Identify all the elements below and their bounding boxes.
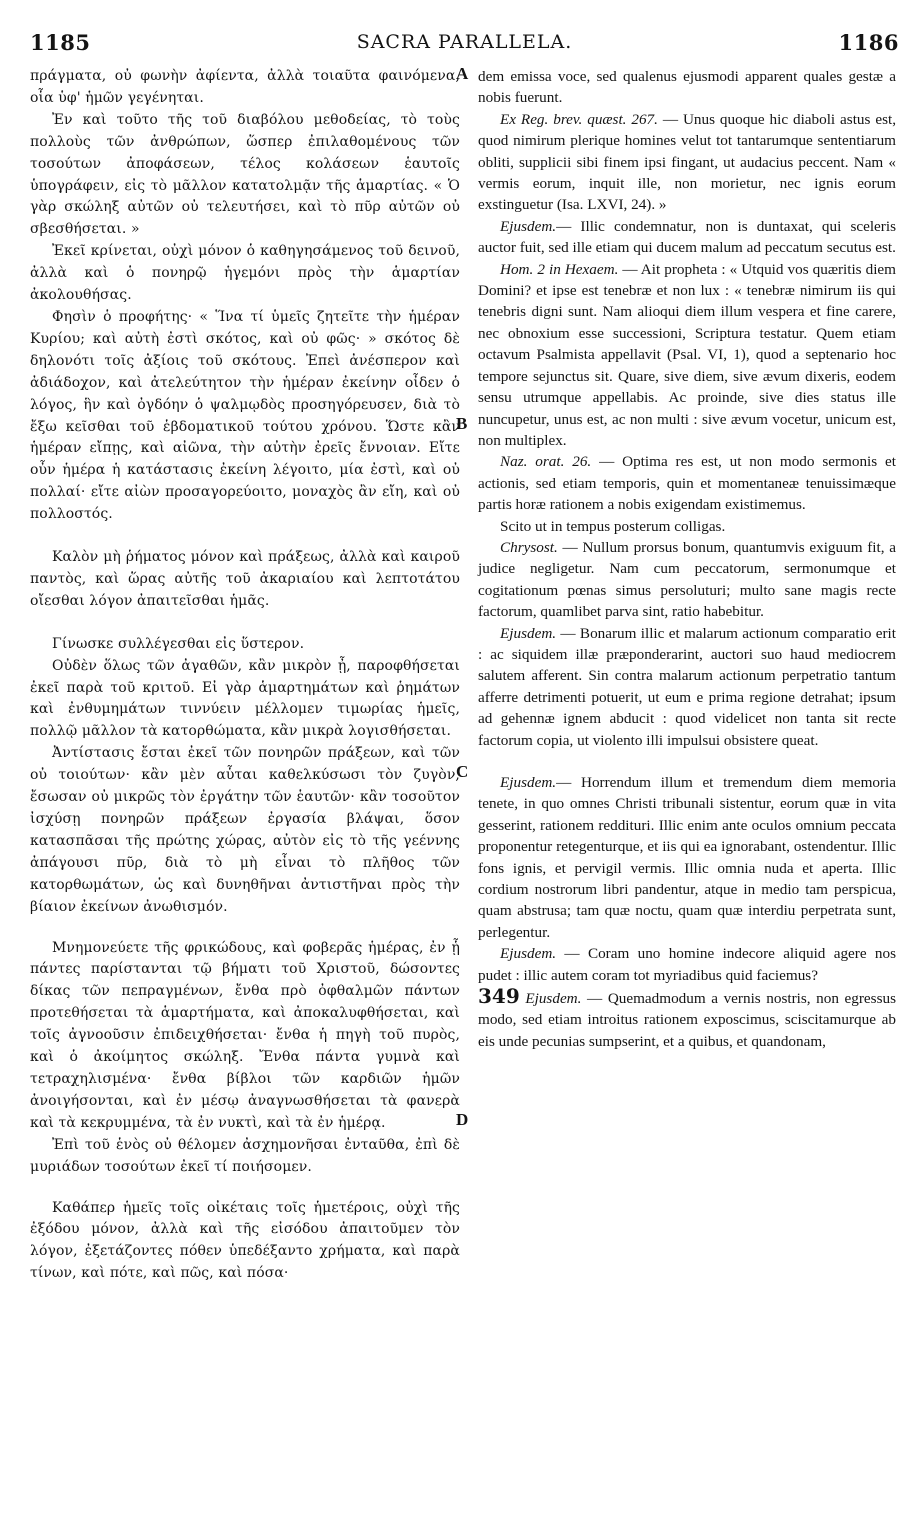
source-citation: Ejusdem. — [525, 990, 582, 1008]
latin-text: — Nullum prorsus bonum, quantumvis exiguum fit, a judice negligetur. Nam cum peccatorum, sermonumque et cogitationum pœnas simus persoluturi; multo sane magis recte factorum, quamlibet parva sint, ratio habebitur. — [478, 538, 896, 621]
greek-paragraph: πράγματα, οὐ φωνὴν ἀφίεντα, ἀλλὰ τοιαῦτα φαινόμενα, οἷα ὑφ' ἡμῶν γεγένηται. — [30, 68, 460, 106]
latin-paragraph — [478, 451, 896, 515]
latin-paragraph — [478, 109, 896, 216]
greek-paragraph: Οὐδὲν ὅλως τῶν ἀγαθῶν, κἂν μικρὸν ᾖ, παροφθήσεται ἐκεῖ παρὰ τοῦ κριτοῦ. Εἰ γὰρ ἁμαρτημάτων καὶ ῥημάτων καὶ ἐνθυμημάτων τιννύειν μέλλομεν τιμωρίας ἡμεῖς, πολλῷ μᾶλλον τὰ κατορθώματα, κἂν μικρὰ λογισθήσεται. — [30, 657, 460, 740]
latin-paragraph — [478, 623, 896, 751]
latin-text: — Unus quoque hic diaboli astus est, quod nimirum plerique homines velut tot tantarumque sententiarum obliti, supplicii sibi finem ipsi fingant, ut audacius peccent. Nam « vermis eorum, inquit ille, non morietur, nec ignis eorum exstinguetur (Isa. LXVI, 24). » — [478, 110, 896, 214]
source-citation: Ex Reg. brev. quæst. 267. — [500, 110, 658, 128]
greek-paragraph: Καλὸν μὴ ῥήματος μόνον καὶ πράξεως, ἀλλὰ καὶ καιροῦ παντὸς, καὶ ὥρας αὐτῆς τοῦ ἀκαριαίου καὶ λεπτοτάτου οἴεσθαι λόγον ἀπαιτεῖσθαι ἡμᾶς. — [30, 549, 460, 609]
source-citation: Hom. 2 in Hexaem. — [500, 260, 619, 278]
running-title: SACRA PARALLELA. — [356, 31, 573, 53]
latin-text: — Coram uno homine indecore aliquid agere nos pudet : illic autem coram tot myriadibus quid faciemus? — [478, 945, 896, 984]
latin-paragraph — [478, 516, 896, 537]
latin-text: — Optima res est, ut non modo sermonis et actionis, sed etiam temporis, quin et momentaneæ tenuissimæque partis horæ rationem a nobis exigendam existimemus. — [478, 453, 897, 514]
latin-text: — Bonarum illic et malarum actionum comparatio erit : ac siquidem illæ præponderarint, auctori suo haud mediocrem salutem afferent. Sin contra malarum actionum perpetratio tantum afferre detrimenti potuerit, ut eum e prima regione detrahat; ipsum ad gehennæ ignem abducit : quod videlicet non tanta sit recte factorum copia, ut violento illi impulsui obsistere queat. — [478, 624, 896, 749]
greek-paragraph: Γίνωσκε συλλέγεσθαι εἰς ὕστερον. — [52, 635, 305, 652]
latin-paragraph — [478, 772, 896, 943]
greek-column — [30, 66, 460, 1285]
latin-paragraph — [478, 537, 896, 623]
greek-paragraph: Ἐπὶ τοῦ ἑνὸς οὐ θέλομεν ἀσχημονῆσαι ἐνταῦθα, ἐπὶ δὲ μυριάδων τοσούτων ἐκεῖ τί ποιήσομεν. — [30, 1136, 460, 1175]
greek-paragraph: Καθάπερ ἡμεῖς τοῖς οἰκέταις τοῖς ἡμετέροις, οὐχὶ τῆς ἐξόδου μόνον, ἀλλὰ καὶ τῆς εἰσόδου ἀπαιτοῦμεν τὸν λόγον, ἐξετάζοντες πόθεν ὑπεδέξαντο χρήματα, καὶ παρὰ τίνων, καὶ πότε, καὶ πῶς, καὶ πόσα· — [30, 1199, 460, 1282]
latin-paragraph — [478, 259, 896, 452]
source-citation: Chrysost. — [500, 538, 558, 556]
latin-text: — Illic condemnatur, non is duntaxat, qui sceleris auctor fuit, sed ille etiam qui ducem malum ad peccatum secutus est. — [478, 217, 896, 257]
source-citation: Ejusdem. — [500, 217, 557, 235]
latin-paragraph — [478, 66, 896, 109]
greek-paragraph: Ἐκεῖ κρίνεται, οὐχὶ μόνον ὁ καθηγησάμενος τοῦ δεινοῦ, ἀλλὰ καὶ ὁ πονηρῷ ἡγεμόνι πρὸς τὴν ἁμαρτίαν ἀκολουθήσας. — [30, 243, 460, 304]
margin-letter-a: A — [456, 64, 469, 83]
margin-letter-d: D — [456, 1110, 469, 1129]
latin-text: dem emissa voce, sed qualenus ejusmodi apparent quales gestæ a nobis fuerunt. — [478, 68, 896, 107]
greek-paragraph: Ἐν καὶ τοῦτο τῆς τοῦ διαβόλου μεθοδείας, τὸ τοὺς πολλοὺς τῶν ἀνθρώπων, ὥσπερ ἐπιλαθομένους τῶν τοσούτων ἀποφάσεων, τέλος κολάσεων ἑαυτοῖς ὑπογράφειν, εἰς τὸ μᾶλλον κατατολμᾷν τῆς ἁμαρτίας. « Ὁ γὰρ σκώληξ αὐτῶν οὐ τελευτήσει, καὶ τὸ πῦρ αὐτῶν οὐ σβεσθήσεται. » — [30, 111, 460, 238]
latin-paragraph — [478, 943, 896, 986]
latin-text: — Horrendum illum et tremendum diem memoria tenete, in quo omnes Christi tribunali sistentur, eorum quæ in vita gesserint, rationem reddituri. Illic enim ante oculos omnium peccata proponentur retegenturque, et iis qui ea ignorabant, ostendentur. Illic fons ignis, et pervigil vermis. Illic omnia nuda et aperta. Illic cordium nostrorum libri pandentur, atque in medio tam perspicua, quam abstrusa; tam quæ noctu, quam quæ interdiu perpetrata sunt, perlegentur. — [478, 774, 896, 941]
page-number-right: 1186 — [838, 30, 899, 55]
latin-paragraph — [478, 216, 896, 259]
margin-letter-c: C — [456, 762, 469, 781]
greek-paragraph: Ἀντίστασις ἔσται ἐκεῖ τῶν πονηρῶν πράξεων, καὶ τῶν οὐ τοιούτων· κἂν μὲν αὗται καθελκύσωσι τὸν ζυγὸν, ἔσωσαν οὐ μικρῶς τὸν ἐργάτην τῶν ἑαυτῶν· κἂν τοσοῦτον ἰσχύσῃ πονηρῶν πράξεων ἐργασία βλάψαι, ὅσον κατασπᾶσαι τῆς πρώτης χώρας, αὐτὸν εἰς τὸ τῆς γεέννης ἀπάγουσι πῦρ, διὰ τὸ μὴ εἶναι τὸ πλῆθος τῶν κατορθωμάτων, ὡς καὶ δυνηθῆναι ἀντιστῆναι πρὸς τὴν βίαιον ἐκείνων ἀνωθισμόν. — [30, 745, 460, 915]
greek-paragraph: Μνημονεύετε τῆς φρικώδους, καὶ φοβερᾶς ἡμέρας, ἐν ᾗ πάντες παρίστανται τῷ βήματι τοῦ Χριστοῦ, δώσοντες δίκας τῶν πεπραγμένων, ἔνθα πρὸ ὀφθαλμῶν πάντων προτεθήσεται τὰ ἁμαρτήματα, καὶ ἀποκαλυφθήσεται, καὶ τοῖς ἀγνοοῦσιν ἐπιδειχθήσεται· ἔνθα ἡ πηγὴ τοῦ πυρὸς, καὶ ὁ ἀκοίμητος σκώληξ. Ἔνθα πάντα γυμνὰ καὶ τετραχηλισμένα· ἔνθα βίβλοι τῶν καρδιῶν ἡμῶν ἀνοιγήσονται, καὶ ἐν μέσῳ ἀναγνωσθήσεται τὰ φανερὰ καὶ τὰ κεκρυμμένα, τὰ ἐν νυκτὶ, καὶ τὰ ἐν ἡμέρᾳ. — [30, 939, 460, 1131]
greek-paragraph: Φησὶν ὁ προφήτης· « Ἵνα τί ὑμεῖς ζητεῖτε τὴν ἡμέραν Κυρίου; καὶ αὐτὴ ἐστὶ σκότος, καὶ οὐ φῶς· » σκότος δὲ δηλονότι τοῖς ἀξίοις τοῦ σκότους. Ἐπεὶ ἀνέσπερον καὶ ἀδιάδοχον, καὶ ἀτελεύτητον τὴν ἡμέραν ἐκείνην οἶδεν ὁ λόγος, ἣν καὶ ὀγδόην ὁ ψαλμῳδὸς προσηγόρευσεν, διὰ τὸ ἔξω κεῖσθαι τοῦ ἑβδοματικοῦ τούτου χρόνου. Ὥστε κἂν ἡμέραν εἴπῃς, καὶ αἰῶνα, τὴν αὐτὴν ἐρεῖς ἔννοιαν. Εἴτε οὖν ἡμέρα ἡ κατάστασις ἐκείνη λέγοιτο, μία ἐστὶ, καὶ οὐ πολλαί· εἴτε αἰὼν προσαγορεύοιτο, μοναχὸς ἂν εἴη, καὶ οὐ πολλοστός. — [30, 308, 460, 523]
page-header — [30, 30, 899, 64]
source-citation: Naz. orat. 26. — [500, 453, 592, 471]
latin-text: — Quemadmodum a vernis nostris, non egressus modo, sed etiam introitus rationem exposcimus, sciscitamurque ab eis unde pecunias sumpserint, et a quibus, et quandonam, — [478, 990, 896, 1050]
margin-letter-b: B — [456, 414, 468, 433]
page-number-left: 1185 — [30, 30, 91, 55]
latin-text: Scito ut in tempus posterum colligas. — [500, 517, 726, 535]
source-citation: Ejusdem. — [500, 624, 557, 642]
source-citation: Ejusdem. — [500, 945, 557, 963]
column-number: 349 — [478, 984, 520, 1009]
latin-text: — Ait propheta : « Utquid vos quæritis diem Domini? et ipse est tenebræ et non lux : « tenebræ nimirum iis qui tenebris digni sunt. Nam alioqui diem illum vespera et fine carere, nec obnoxium esse successioni, Scriptura testatur. Quem etiam octavum Psalmista appellavit (Psal. VI, 1), quod a septenario hoc tempore sejunctus sit. Quare, sive diem, sive ævum dixeris, eodem sensu utrumque appellabis. Ac proinde, sive dies status ille nuncupetur, unus est, ac non multi : sive ævum vocetur, unicum est, non multiplex. — [478, 260, 896, 449]
latin-paragraph — [478, 986, 896, 1052]
source-citation: Ejusdem. — [500, 774, 557, 791]
latin-column — [478, 66, 896, 1052]
